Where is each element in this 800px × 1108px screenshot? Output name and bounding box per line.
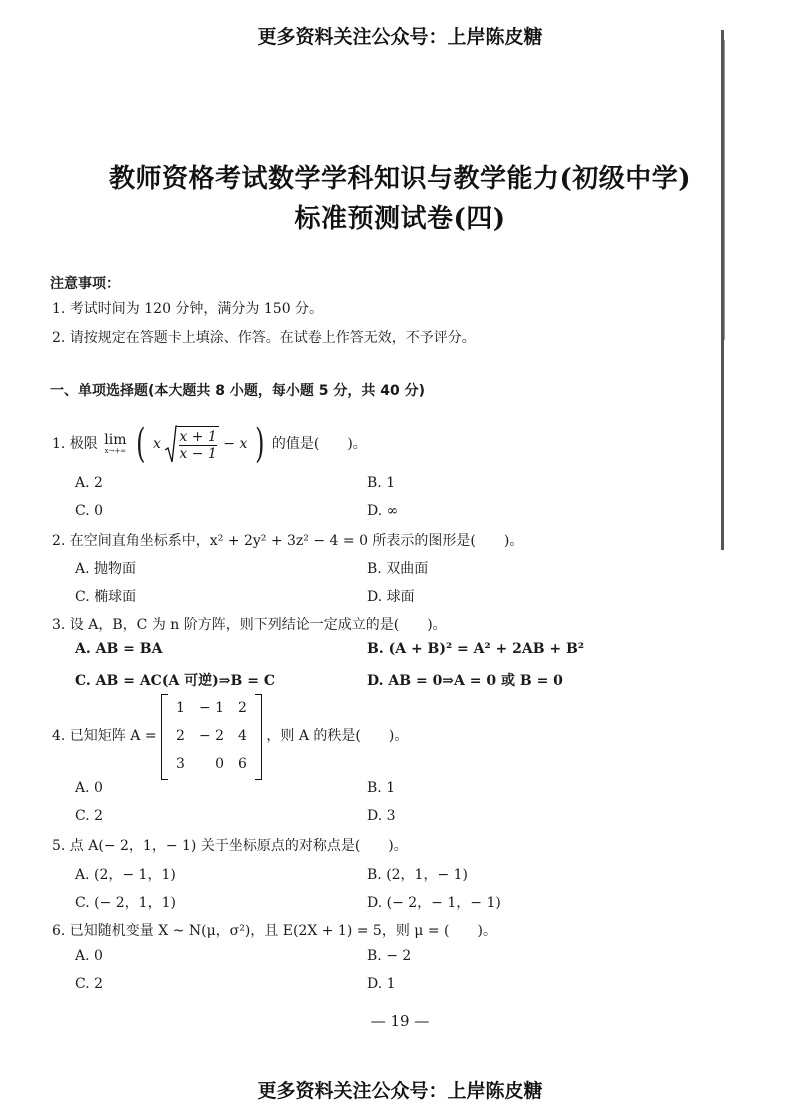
exam-title: 教师资格考试数学学科知识与教学能力(初级中学): [108, 164, 692, 194]
top-banner: 更多资料关注公众号：上岸陈皮糖: [257, 26, 543, 48]
question-1-suffix: 的值是( )。: [271, 436, 367, 452]
question-4: [52, 694, 408, 778]
option-4a[interactable]: A. 0: [75, 780, 103, 796]
limit-subscript: x→+∞: [104, 447, 127, 455]
matrix-cell: 0: [215, 756, 225, 772]
option-5a[interactable]: A. (2，− 1，1): [75, 867, 176, 883]
notes-heading: 注意事项：: [50, 276, 120, 292]
option-1b[interactable]: B. 1: [367, 475, 396, 491]
right-paren: ): [254, 421, 265, 467]
fraction-numerator: x + 1: [179, 429, 217, 445]
question-1-prefix: 1. 极限: [52, 436, 98, 452]
option-1d[interactable]: D. ∞: [367, 503, 399, 519]
option-6c[interactable]: C. 2: [75, 976, 104, 992]
question-4-suffix: ，则 A 的秩是( )。: [266, 728, 409, 744]
option-3d[interactable]: D. AB = 0⇒A = 0 或 B = 0: [367, 673, 563, 689]
section-heading: 一、单项选择题(本大题共 8 小题，每小题 5 分，共 40 分): [50, 383, 426, 399]
option-5c[interactable]: C. (− 2，1，1): [75, 895, 176, 911]
matrix-cell: − 1: [198, 700, 225, 716]
matrix-cell: 2: [176, 728, 185, 744]
question-3: 3. 设 A，B，C 为 n 阶方阵，则下列结论一定成立的是( )。: [52, 617, 447, 633]
note-item: 1. 考试时间为 120 分钟，满分为 150 分。: [52, 301, 324, 317]
option-4b[interactable]: B. 1: [367, 780, 396, 796]
option-2d[interactable]: D. 球面: [367, 589, 415, 605]
fraction-denominator: x − 1: [179, 446, 217, 462]
q1-minus-x: − x: [223, 436, 248, 452]
option-2c[interactable]: C. 椭球面: [75, 589, 137, 605]
bottom-banner: 更多资料关注公众号：上岸陈皮糖: [257, 1080, 543, 1102]
option-3a[interactable]: A. AB = BA: [75, 641, 163, 657]
option-6b[interactable]: B. − 2: [367, 948, 412, 964]
option-5d[interactable]: D. (− 2，− 1，− 1): [367, 895, 501, 911]
question-5: 5. 点 A(− 2，1，− 1) 关于坐标原点的对称点是( )。: [52, 838, 408, 854]
page-number: — 19 —: [370, 1012, 430, 1030]
matrix-cell: 1: [176, 700, 185, 716]
option-3c[interactable]: C. AB = AC(A 可逆)⇒B = C: [75, 673, 275, 689]
limit-operator: [104, 433, 126, 455]
option-5b[interactable]: B. (2，1，− 1): [367, 867, 469, 883]
matrix-cell: 4: [238, 728, 247, 744]
question-2: 2. 在空间直角坐标系中，x² + 2y² + 3z² − 4 = 0 所表示的图形是( )。: [52, 533, 524, 549]
exam-subtitle: 标准预测试卷(四): [294, 204, 506, 234]
question-1: [52, 421, 367, 467]
question-4-prefix: 4. 已知矩阵 A =: [52, 728, 157, 744]
matrix-cell: − 2: [198, 728, 225, 744]
option-3b[interactable]: B. (A + B)² = A² + 2AB + B²: [367, 641, 584, 657]
matrix-cell: 2: [238, 700, 247, 716]
option-2b[interactable]: B. 双曲面: [367, 561, 429, 577]
option-6a[interactable]: A. 0: [75, 948, 103, 964]
option-4c[interactable]: C. 2: [75, 808, 104, 824]
q1-x: x: [153, 436, 161, 452]
radical-sign: [165, 424, 177, 464]
option-6d[interactable]: D. 1: [367, 976, 396, 992]
matrix-right-bracket: [255, 694, 262, 780]
matrix-left-bracket: [161, 694, 168, 780]
left-paren: (: [136, 421, 146, 467]
option-4d[interactable]: D. 3: [367, 808, 396, 824]
matrix-cell: 3: [176, 756, 185, 772]
limit-symbol: lim: [104, 432, 127, 448]
question-6: 6. 已知随机变量 X ~ N(μ，σ²)，且 E(2X + 1) = 5，则 μ = ( )。: [52, 923, 497, 939]
square-root: [165, 426, 218, 462]
matrix-cell: 6: [238, 756, 247, 772]
matrix-a: [161, 694, 262, 778]
option-1c[interactable]: C. 0: [75, 503, 104, 519]
option-2a[interactable]: A. 抛物面: [75, 561, 137, 577]
option-1a[interactable]: A. 2: [75, 475, 103, 491]
note-item: 2. 请按规定在答题卡上填涂、作答。在试卷上作答无效，不予评分。: [52, 330, 476, 346]
